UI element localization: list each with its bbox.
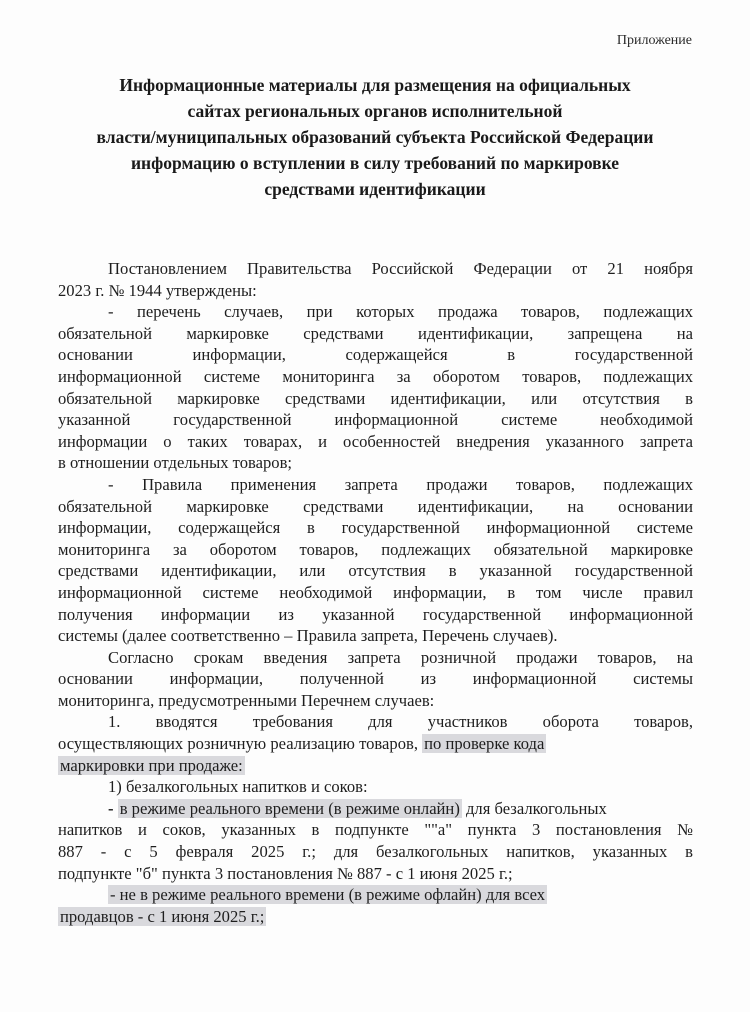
- text-line: основании информации, содержащейся в государственной: [58, 345, 693, 365]
- text-line: системы (далее соответственно – Правила запрета, Перечень случаев).: [58, 626, 558, 646]
- paragraph-rules: [58, 474, 693, 647]
- text-line: основании информации, полученной из информационной системы: [58, 669, 693, 689]
- text-line: обязательной маркировке средствами идентификации, запрещена на: [58, 323, 693, 343]
- text-line: средствами идентификации, или отсутствия в указанной государственной: [58, 561, 693, 581]
- paragraph-deadlines: [58, 647, 693, 712]
- text-line: информационной системе необходимой информации, в том числе правил: [58, 582, 693, 602]
- text-line: в отношении отдельных товаров;: [58, 453, 293, 473]
- text-line: обязательной маркировке средствами идентификации, на основании: [58, 496, 693, 516]
- text-line: 2023 г. № 1944 утверждены:: [58, 280, 257, 300]
- text-line: обязательной маркировке средствами идентификации, или отсутствия в: [58, 388, 693, 408]
- highlighted-text: продавцов - с 1 июня 2025 г.;: [60, 906, 265, 926]
- text-line: информационной системе мониторинга за оборотом товаров, подлежащих: [58, 366, 693, 386]
- title-line: информацию о вступлении в силу требований по маркировке: [130, 153, 620, 173]
- text-line: указанной государственной информационной системе необходимой: [58, 410, 693, 430]
- text-line: - Правила применения запрета продажи товаров, подлежащих: [108, 474, 693, 494]
- text-line: - перечень случаев, при которых продажа товаров, подлежащих: [108, 302, 693, 322]
- text-segment: осуществляющих розничную реализацию товаров,: [58, 734, 423, 754]
- text-line: напитков и соков, указанных в подпункте ""а" пункта 3 постановления №: [58, 820, 693, 840]
- title-line: сайтах региональных органов исполнительной: [187, 101, 563, 121]
- text-line: Согласно срокам введения запрета розничной продажи товаров, на: [108, 647, 693, 667]
- text-line: [58, 733, 693, 755]
- text-line: получения информации из указанной государственной информационной: [58, 604, 693, 624]
- paragraph-list-of-cases: [58, 301, 693, 474]
- paragraph-soft-drinks: [58, 776, 693, 798]
- text-line: [58, 906, 693, 928]
- text-line: информации о таких товарах, и особенностей внедрения указанного запрета: [58, 431, 693, 451]
- title-line: Информационные материалы для размещения на официальных: [119, 75, 631, 95]
- text-line: 1. вводятся требования для участников оборота товаров,: [108, 712, 693, 732]
- document-title: [50, 72, 700, 202]
- text-line: мониторинга за оборотом товаров, подлежащих обязательной маркировке: [58, 539, 693, 559]
- title-line: средствами идентификации: [264, 179, 486, 199]
- text-line: 1) безалкогольных напитков и соков:: [108, 777, 368, 797]
- text-line: 887 - с 5 февраля 2025 г.; для безалкогольных напитков, указанных в: [58, 842, 693, 862]
- paragraph-offline-mode: [58, 884, 693, 927]
- highlighted-text: в режиме реального времени (в режиме онлайн): [119, 798, 460, 818]
- text-line: информации, содержащейся в государственной информационной системе: [58, 518, 693, 538]
- paragraph-requirements: [58, 711, 693, 776]
- highlighted-text: по проверке кода: [424, 734, 545, 754]
- dash-marker: -: [108, 798, 118, 818]
- title-line: власти/муниципальных образований субъекта Российской Федерации: [96, 127, 654, 147]
- document-body: [58, 258, 693, 927]
- highlighted-text: - не в режиме реального времени (в режиме офлайн) для всех: [110, 885, 546, 905]
- paragraph-online-mode: [58, 798, 693, 884]
- text-segment: для безалкогольных: [461, 798, 607, 818]
- text-line: мониторинга, предусмотренными Перечнем случаев:: [58, 690, 435, 710]
- text-line: Постановлением Правительства Российской Федерации от 21 ноября: [108, 259, 693, 278]
- text-line: [58, 798, 693, 820]
- paragraph-resolution: [58, 258, 693, 301]
- highlighted-text: маркировки при продаже:: [60, 755, 243, 775]
- text-line: [58, 884, 693, 906]
- annex-label: Приложение: [616, 33, 692, 48]
- text-line: подпункте "б" пункта 3 постановления № 887 - с 1 июня 2025 г.;: [58, 863, 513, 883]
- text-line: [58, 755, 693, 777]
